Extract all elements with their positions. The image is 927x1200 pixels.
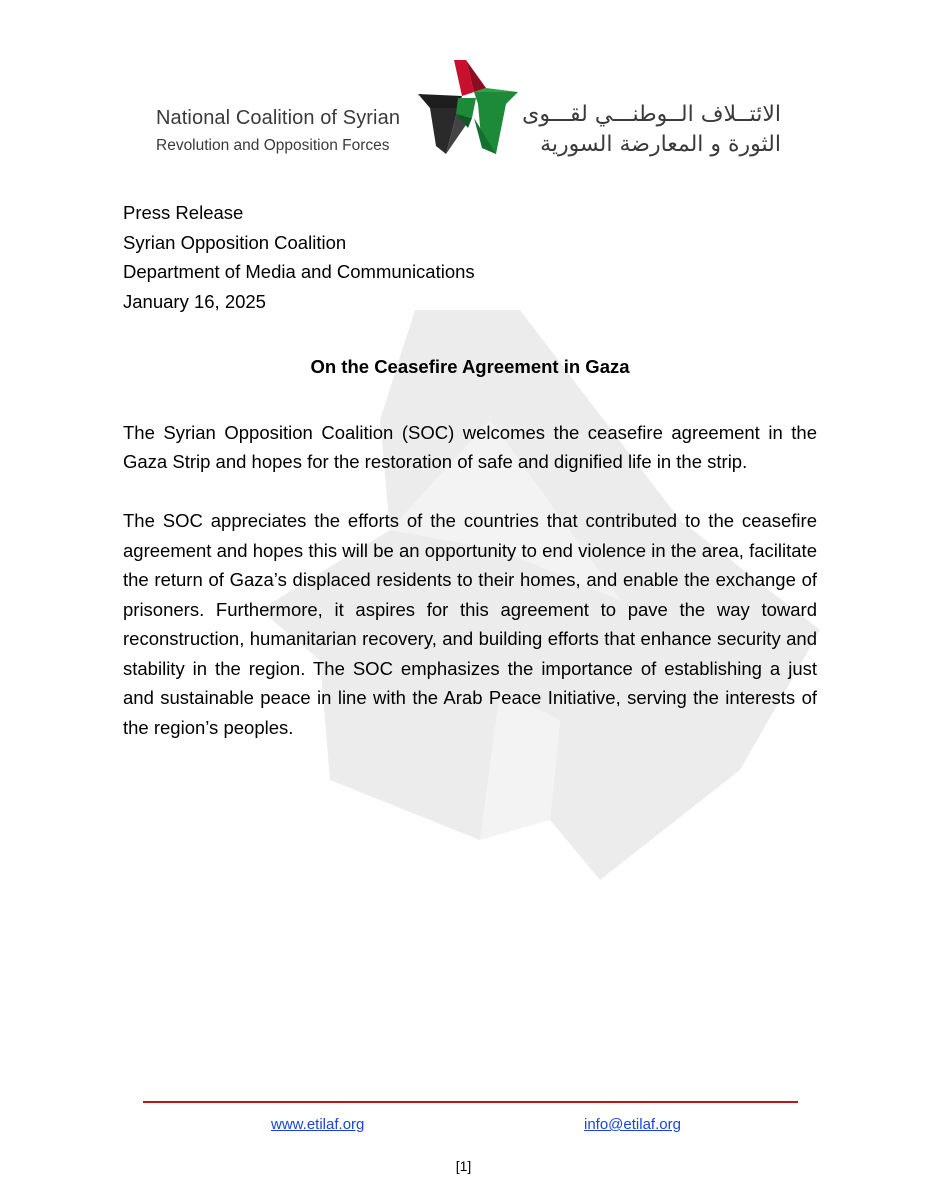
- org-name-arabic: [522, 100, 781, 160]
- footer-divider: [143, 1101, 798, 1103]
- coalition-star-logo-icon: [416, 58, 520, 158]
- meta-release-type: Press Release: [123, 202, 244, 223]
- meta-date: January 16, 2025: [123, 290, 266, 312]
- letterhead: [0, 0, 927, 180]
- website-link[interactable]: www.etilaf.org: [271, 1116, 365, 1133]
- paragraph-2: The SOC appreciates the efforts of the countries that contributed to the ceasefire agreement and hopes this will be an opportunity to end violence in the area, facilitate the return of Gaza’s displaced residents to their homes, and enable the exchange of prisoners. Furthermore, it aspires for this agreement to pave the way toward reconstruction, humanitarian recovery, and building efforts that enhance security and stability in the region. The SOC emphasizes the importance of establishing a just and sustainable peace in line with the Arab Peace Initiative, serving the interests of the region’s peoples.: [123, 510, 817, 738]
- email-link[interactable]: info@etilaf.org: [584, 1116, 681, 1133]
- paragraph-1: The Syrian Opposition Coalition (SOC) welcomes the ceasefire agreement in the Gaza Strip and hopes for the restoration of safe and dignified life in the strip.: [123, 421, 817, 472]
- document-title: On the Ceasefire Agreement in Gaza: [310, 356, 630, 377]
- org-name-ar-line1: الائتــلاف الــوطنـــي لقـــوى: [522, 102, 781, 127]
- org-name-english: [156, 104, 400, 158]
- meta-organization: Syrian Opposition Coalition: [123, 231, 347, 253]
- org-name-en-line2: Revolution and Opposition Forces: [156, 137, 390, 154]
- page-number: [1]: [455, 1158, 472, 1174]
- org-name-en-line1: National Coalition of Syrian: [156, 107, 401, 129]
- release-meta: [123, 198, 817, 316]
- meta-department: Department of Media and Communications: [123, 261, 475, 282]
- press-release-body: [123, 198, 817, 772]
- org-name-ar-line2: الثورة و المعارضة السورية: [540, 132, 781, 157]
